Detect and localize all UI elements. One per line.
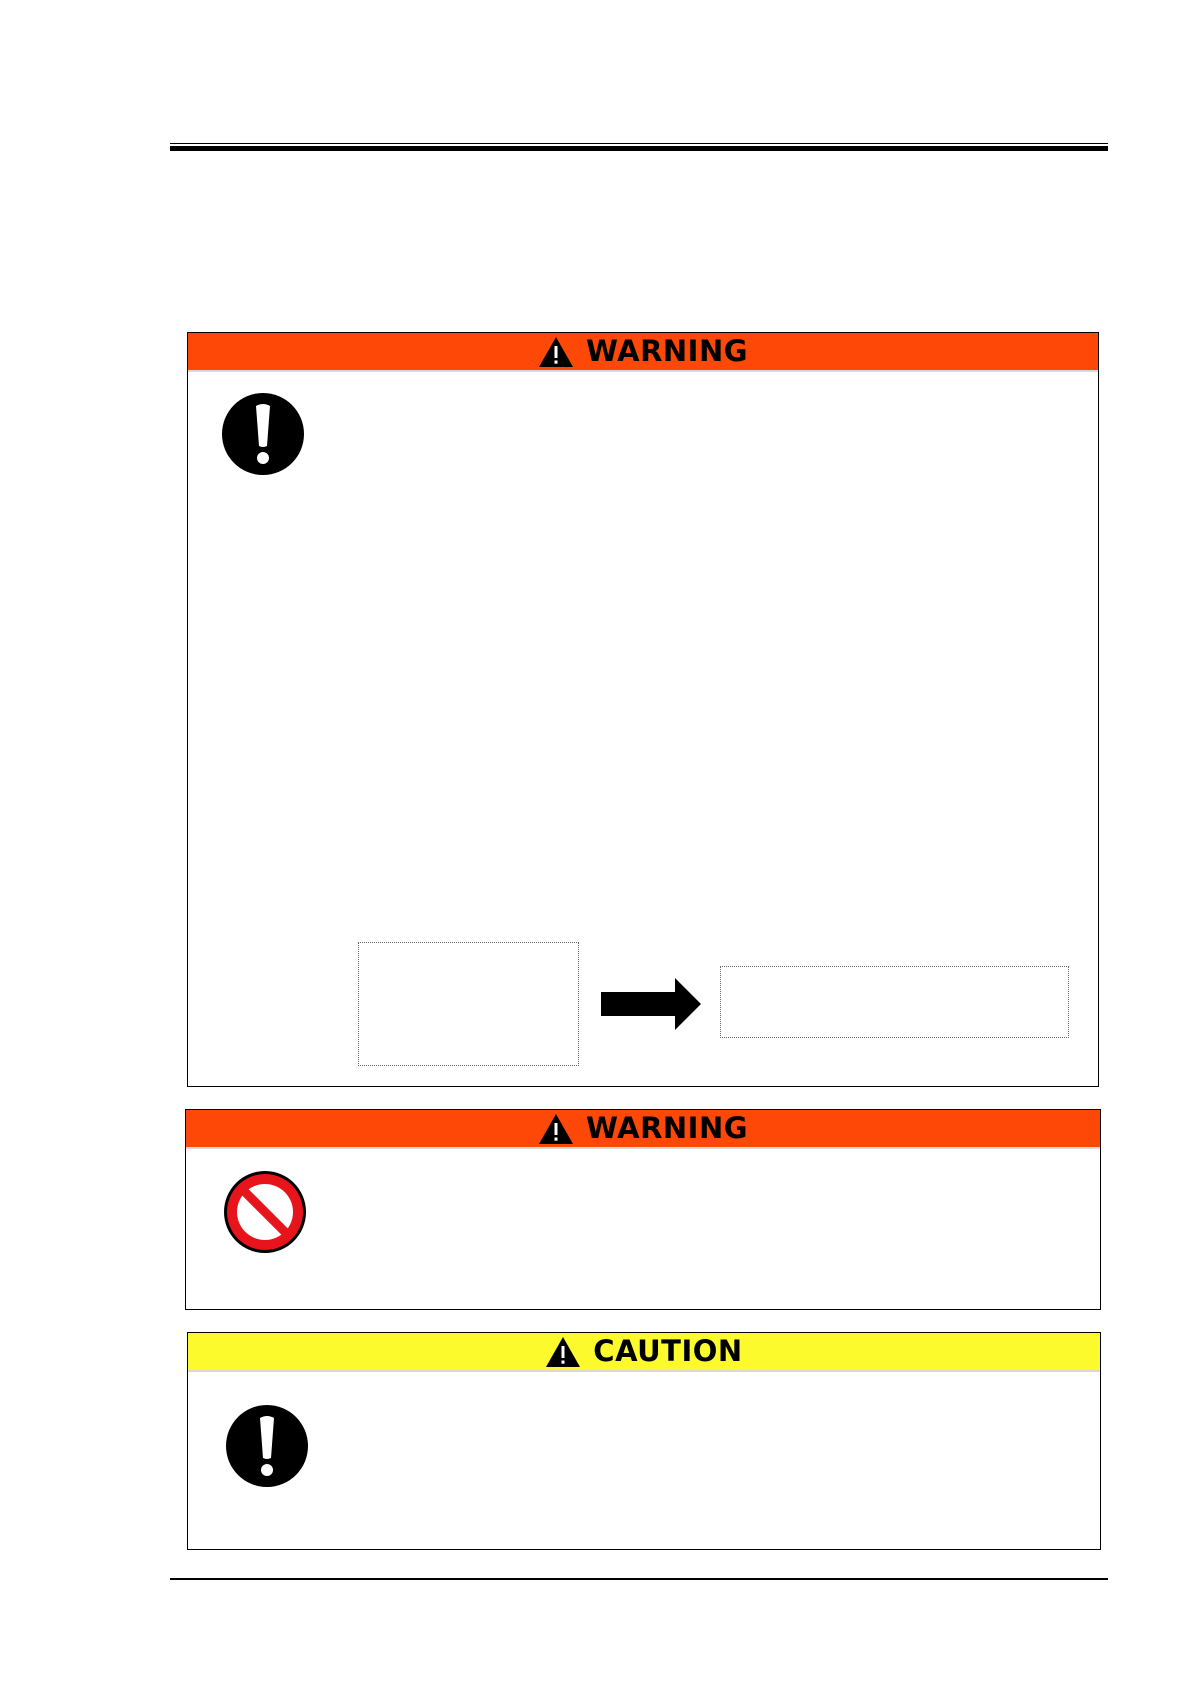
footer-rule (170, 1578, 1108, 1580)
caution-notice (187, 1332, 1101, 1550)
notice-title: WARNING (585, 334, 749, 368)
figure-placeholder-before (358, 942, 579, 1066)
mandatory-action-icon (221, 392, 305, 476)
notice-title: CAUTION (593, 1334, 743, 1368)
warning-header (188, 333, 1098, 372)
warning-triangle-icon (538, 336, 574, 368)
header-double-rule (170, 143, 1108, 151)
warning-triangle-icon (545, 1336, 581, 1368)
caution-header (188, 1333, 1100, 1372)
right-arrow-icon (601, 978, 701, 1030)
notice-title: WARNING (585, 1111, 749, 1145)
warning-header (186, 1110, 1100, 1149)
warning-notice-1 (187, 332, 1099, 1087)
figure-placeholder-after (720, 966, 1069, 1038)
mandatory-action-icon (225, 1404, 309, 1488)
prohibition-icon (223, 1170, 307, 1254)
warning-notice-2 (185, 1109, 1101, 1310)
warning-triangle-icon (538, 1113, 574, 1145)
